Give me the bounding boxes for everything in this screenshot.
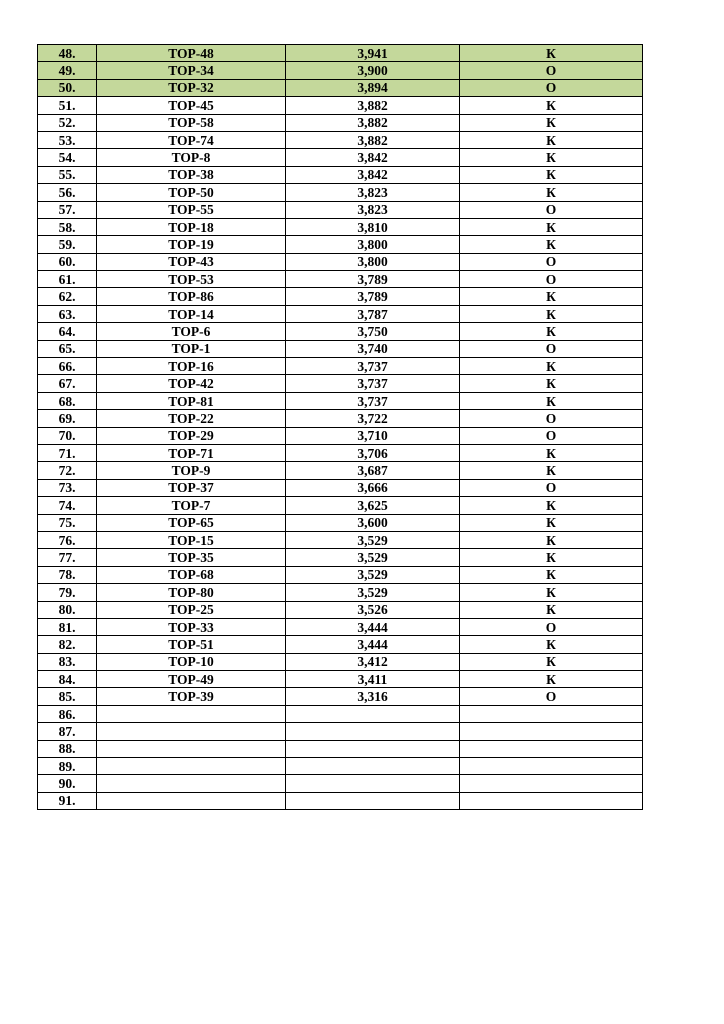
score-cell: 3,823 xyxy=(286,184,460,201)
score-cell: 3,740 xyxy=(286,340,460,357)
name-cell: TOP-68 xyxy=(97,566,286,583)
type-cell: К xyxy=(460,392,643,409)
rank-cell: 70. xyxy=(38,427,97,444)
rank-cell: 85. xyxy=(38,688,97,705)
score-cell: 3,894 xyxy=(286,79,460,96)
table-row xyxy=(38,636,643,653)
name-cell: TOP-86 xyxy=(97,288,286,305)
name-cell xyxy=(97,723,286,740)
rank-cell: 67. xyxy=(38,375,97,392)
name-cell: TOP-29 xyxy=(97,427,286,444)
name-cell: TOP-19 xyxy=(97,236,286,253)
name-cell: TOP-43 xyxy=(97,253,286,270)
table-row xyxy=(38,531,643,548)
score-cell: 3,625 xyxy=(286,497,460,514)
score-cell: 3,529 xyxy=(286,549,460,566)
rank-cell: 48. xyxy=(38,45,97,62)
score-cell: 3,600 xyxy=(286,514,460,531)
name-cell: TOP-32 xyxy=(97,79,286,96)
table-row xyxy=(38,688,643,705)
table-row xyxy=(38,288,643,305)
type-cell: К xyxy=(460,323,643,340)
rank-cell: 80. xyxy=(38,601,97,618)
score-cell xyxy=(286,775,460,792)
score-cell xyxy=(286,705,460,722)
table-row xyxy=(38,740,643,757)
table-row xyxy=(38,149,643,166)
name-cell: TOP-65 xyxy=(97,514,286,531)
score-cell xyxy=(286,758,460,775)
rank-cell: 79. xyxy=(38,584,97,601)
rank-cell: 64. xyxy=(38,323,97,340)
name-cell: TOP-16 xyxy=(97,358,286,375)
table-row xyxy=(38,392,643,409)
table-row xyxy=(38,758,643,775)
score-cell xyxy=(286,723,460,740)
table-row xyxy=(38,114,643,131)
table-row xyxy=(38,479,643,496)
type-cell: К xyxy=(460,514,643,531)
table-row xyxy=(38,45,643,62)
name-cell: TOP-15 xyxy=(97,531,286,548)
score-cell: 3,529 xyxy=(286,531,460,548)
score-cell: 3,737 xyxy=(286,375,460,392)
name-cell: TOP-34 xyxy=(97,62,286,79)
name-cell: TOP-8 xyxy=(97,149,286,166)
table-row xyxy=(38,166,643,183)
score-cell: 3,787 xyxy=(286,305,460,322)
type-cell: О xyxy=(460,427,643,444)
table-row xyxy=(38,549,643,566)
name-cell: TOP-39 xyxy=(97,688,286,705)
type-cell: К xyxy=(460,305,643,322)
type-cell: К xyxy=(460,166,643,183)
name-cell: TOP-81 xyxy=(97,392,286,409)
score-cell: 3,737 xyxy=(286,358,460,375)
rank-cell: 83. xyxy=(38,653,97,670)
score-cell: 3,411 xyxy=(286,671,460,688)
name-cell xyxy=(97,775,286,792)
table-row xyxy=(38,340,643,357)
table-row xyxy=(38,514,643,531)
table-row xyxy=(38,131,643,148)
table-row xyxy=(38,671,643,688)
rank-cell: 91. xyxy=(38,792,97,809)
type-cell: К xyxy=(460,444,643,461)
score-cell: 3,789 xyxy=(286,271,460,288)
name-cell: TOP-45 xyxy=(97,97,286,114)
table-row xyxy=(38,253,643,270)
score-cell xyxy=(286,792,460,809)
rank-cell: 86. xyxy=(38,705,97,722)
rank-cell: 49. xyxy=(38,62,97,79)
table-row xyxy=(38,775,643,792)
type-cell: К xyxy=(460,218,643,235)
rank-cell: 66. xyxy=(38,358,97,375)
table-row xyxy=(38,236,643,253)
name-cell: TOP-1 xyxy=(97,340,286,357)
rank-cell: 71. xyxy=(38,444,97,461)
rank-cell: 82. xyxy=(38,636,97,653)
name-cell: TOP-33 xyxy=(97,618,286,635)
type-cell: О xyxy=(460,410,643,427)
type-cell: К xyxy=(460,236,643,253)
table-row xyxy=(38,618,643,635)
rank-cell: 58. xyxy=(38,218,97,235)
score-cell: 3,529 xyxy=(286,566,460,583)
score-cell: 3,444 xyxy=(286,636,460,653)
name-cell xyxy=(97,792,286,809)
rank-cell: 68. xyxy=(38,392,97,409)
score-cell: 3,444 xyxy=(286,618,460,635)
score-cell xyxy=(286,740,460,757)
table-row xyxy=(38,584,643,601)
score-cell: 3,810 xyxy=(286,218,460,235)
rank-cell: 88. xyxy=(38,740,97,757)
table-row xyxy=(38,323,643,340)
type-cell xyxy=(460,792,643,809)
type-cell: О xyxy=(460,201,643,218)
type-cell: К xyxy=(460,531,643,548)
name-cell: TOP-35 xyxy=(97,549,286,566)
score-cell: 3,882 xyxy=(286,114,460,131)
type-cell: К xyxy=(460,149,643,166)
table-row xyxy=(38,305,643,322)
name-cell: TOP-80 xyxy=(97,584,286,601)
name-cell xyxy=(97,705,286,722)
score-cell: 3,823 xyxy=(286,201,460,218)
type-cell: К xyxy=(460,653,643,670)
rank-cell: 72. xyxy=(38,462,97,479)
rank-cell: 57. xyxy=(38,201,97,218)
score-cell: 3,800 xyxy=(286,236,460,253)
rank-cell: 78. xyxy=(38,566,97,583)
type-cell xyxy=(460,740,643,757)
type-cell xyxy=(460,723,643,740)
name-cell: TOP-14 xyxy=(97,305,286,322)
type-cell: К xyxy=(460,97,643,114)
type-cell: К xyxy=(460,584,643,601)
rank-cell: 54. xyxy=(38,149,97,166)
table-row xyxy=(38,444,643,461)
table-row xyxy=(38,97,643,114)
type-cell: К xyxy=(460,462,643,479)
type-cell: К xyxy=(460,45,643,62)
type-cell: О xyxy=(460,479,643,496)
type-cell: К xyxy=(460,549,643,566)
name-cell: TOP-7 xyxy=(97,497,286,514)
rank-cell: 65. xyxy=(38,340,97,357)
rank-cell: 61. xyxy=(38,271,97,288)
rank-cell: 74. xyxy=(38,497,97,514)
results-table xyxy=(37,44,643,810)
table-row xyxy=(38,201,643,218)
score-cell: 3,529 xyxy=(286,584,460,601)
score-cell: 3,842 xyxy=(286,166,460,183)
table-row xyxy=(38,462,643,479)
score-cell: 3,882 xyxy=(286,97,460,114)
table-row xyxy=(38,723,643,740)
rank-cell: 87. xyxy=(38,723,97,740)
type-cell: О xyxy=(460,62,643,79)
type-cell: К xyxy=(460,184,643,201)
rank-cell: 73. xyxy=(38,479,97,496)
rank-cell: 90. xyxy=(38,775,97,792)
rank-cell: 52. xyxy=(38,114,97,131)
score-cell: 3,789 xyxy=(286,288,460,305)
type-cell: О xyxy=(460,618,643,635)
score-cell: 3,666 xyxy=(286,479,460,496)
rank-cell: 75. xyxy=(38,514,97,531)
name-cell: TOP-53 xyxy=(97,271,286,288)
type-cell: К xyxy=(460,601,643,618)
score-cell: 3,800 xyxy=(286,253,460,270)
rank-cell: 84. xyxy=(38,671,97,688)
name-cell xyxy=(97,740,286,757)
rank-cell: 60. xyxy=(38,253,97,270)
name-cell: TOP-42 xyxy=(97,375,286,392)
table-row xyxy=(38,653,643,670)
table-row xyxy=(38,497,643,514)
rank-cell: 59. xyxy=(38,236,97,253)
name-cell: TOP-38 xyxy=(97,166,286,183)
type-cell: К xyxy=(460,288,643,305)
type-cell: К xyxy=(460,114,643,131)
rank-cell: 62. xyxy=(38,288,97,305)
score-cell: 3,722 xyxy=(286,410,460,427)
score-cell: 3,750 xyxy=(286,323,460,340)
table-row xyxy=(38,184,643,201)
rank-cell: 81. xyxy=(38,618,97,635)
rank-cell: 55. xyxy=(38,166,97,183)
score-cell: 3,316 xyxy=(286,688,460,705)
rank-cell: 53. xyxy=(38,131,97,148)
rank-cell: 50. xyxy=(38,79,97,96)
table-row xyxy=(38,358,643,375)
name-cell: TOP-51 xyxy=(97,636,286,653)
rank-cell: 77. xyxy=(38,549,97,566)
score-cell: 3,706 xyxy=(286,444,460,461)
type-cell: О xyxy=(460,688,643,705)
name-cell xyxy=(97,758,286,775)
score-cell: 3,900 xyxy=(286,62,460,79)
table-row xyxy=(38,62,643,79)
type-cell: О xyxy=(460,79,643,96)
name-cell: TOP-48 xyxy=(97,45,286,62)
name-cell: TOP-9 xyxy=(97,462,286,479)
rank-cell: 51. xyxy=(38,97,97,114)
name-cell: TOP-10 xyxy=(97,653,286,670)
type-cell: О xyxy=(460,340,643,357)
score-cell: 3,412 xyxy=(286,653,460,670)
table-row xyxy=(38,410,643,427)
score-cell: 3,687 xyxy=(286,462,460,479)
table-row xyxy=(38,427,643,444)
name-cell: TOP-18 xyxy=(97,218,286,235)
table-row xyxy=(38,79,643,96)
name-cell: TOP-49 xyxy=(97,671,286,688)
score-cell: 3,882 xyxy=(286,131,460,148)
table-row xyxy=(38,375,643,392)
name-cell: TOP-22 xyxy=(97,410,286,427)
score-cell: 3,710 xyxy=(286,427,460,444)
score-cell: 3,842 xyxy=(286,149,460,166)
type-cell xyxy=(460,775,643,792)
score-cell: 3,737 xyxy=(286,392,460,409)
table-row xyxy=(38,705,643,722)
table-row xyxy=(38,792,643,809)
name-cell: TOP-55 xyxy=(97,201,286,218)
type-cell: О xyxy=(460,271,643,288)
rank-cell: 69. xyxy=(38,410,97,427)
rank-cell: 63. xyxy=(38,305,97,322)
rank-cell: 56. xyxy=(38,184,97,201)
type-cell: К xyxy=(460,566,643,583)
table-row xyxy=(38,271,643,288)
score-cell: 3,941 xyxy=(286,45,460,62)
type-cell xyxy=(460,705,643,722)
table-body xyxy=(38,45,643,810)
type-cell xyxy=(460,758,643,775)
type-cell: К xyxy=(460,497,643,514)
name-cell: TOP-25 xyxy=(97,601,286,618)
name-cell: TOP-58 xyxy=(97,114,286,131)
type-cell: К xyxy=(460,671,643,688)
table-row xyxy=(38,218,643,235)
type-cell: К xyxy=(460,358,643,375)
name-cell: TOP-74 xyxy=(97,131,286,148)
name-cell: TOP-50 xyxy=(97,184,286,201)
rank-cell: 76. xyxy=(38,531,97,548)
name-cell: TOP-6 xyxy=(97,323,286,340)
name-cell: TOP-37 xyxy=(97,479,286,496)
score-cell: 3,526 xyxy=(286,601,460,618)
rank-cell: 89. xyxy=(38,758,97,775)
name-cell: TOP-71 xyxy=(97,444,286,461)
type-cell: К xyxy=(460,131,643,148)
type-cell: К xyxy=(460,636,643,653)
type-cell: К xyxy=(460,375,643,392)
table-row xyxy=(38,566,643,583)
table-row xyxy=(38,601,643,618)
type-cell: О xyxy=(460,253,643,270)
